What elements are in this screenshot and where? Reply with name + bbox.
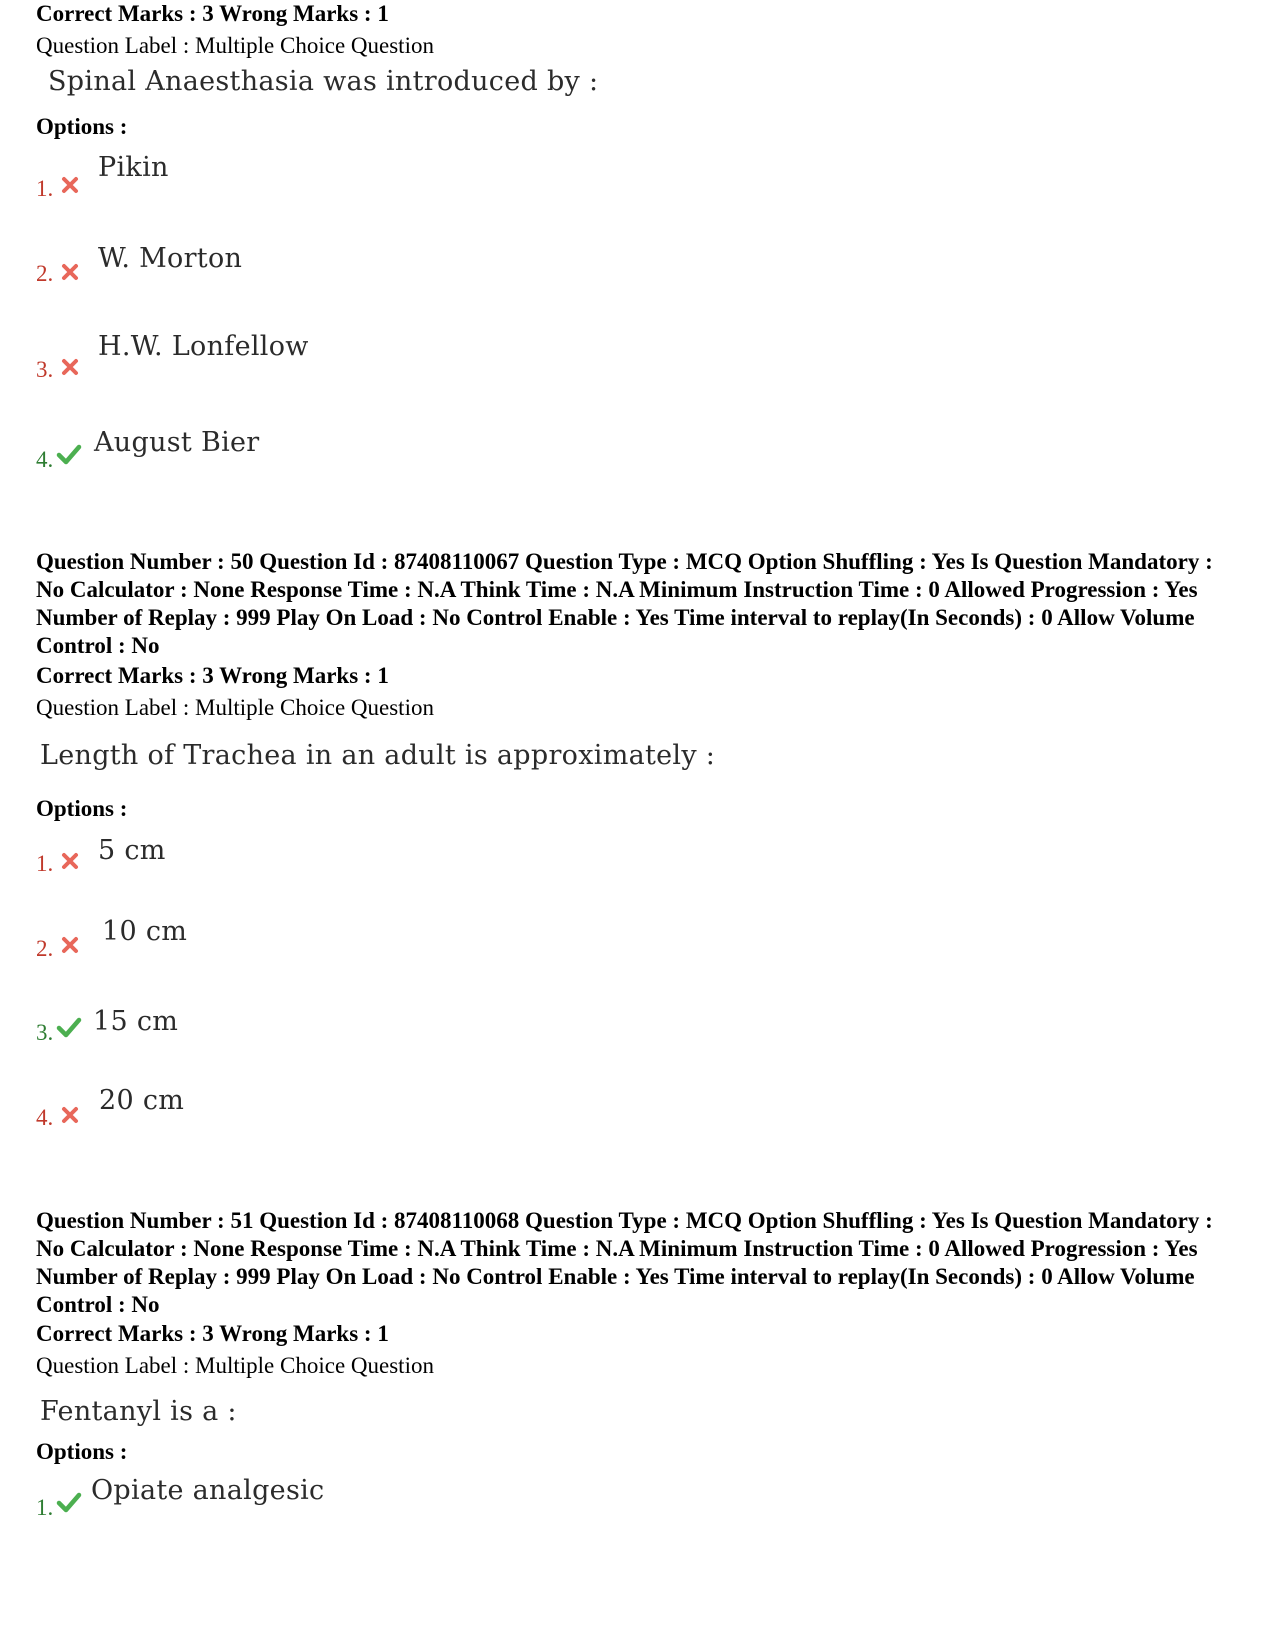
cross-icon — [61, 263, 85, 287]
option-number: 1. — [36, 851, 54, 876]
cross-icon — [61, 358, 85, 382]
q51-options-title: Options : — [36, 1439, 128, 1464]
option-number: 3. — [36, 357, 54, 382]
cross-icon — [61, 1106, 85, 1130]
cross-icon — [61, 936, 85, 960]
q50-meta: Question Number : 50 Question Id : 87408110067 Question Type : MCQ Option Shuffling : Yes Is Question Mandatory : No Calculator : None Response Time : N.A Think Time : N.A Minimum Instruction Time : 0 Allowed Progression : Yes Number of Replay : 999 Play On Load : No Control Enable : Yes Time interval to replay(In Seconds) : 0 Allow Volume Control : No — [36, 549, 1213, 658]
cross-icon — [61, 852, 85, 876]
q49-marks: Correct Marks : 3 Wrong Marks : 1 — [36, 1, 389, 26]
option-text: August Bier — [94, 427, 260, 458]
option-text: Pikin — [98, 152, 169, 183]
option-text: Opiate analgesic — [91, 1475, 325, 1506]
q50-options-title: Options : — [36, 796, 128, 821]
option-number: 4. — [36, 1105, 54, 1130]
option-text: 10 cm — [102, 916, 188, 947]
option-text: 15 cm — [93, 1006, 179, 1037]
q49-label: Question Label : Multiple Choice Question — [36, 33, 434, 58]
option-number: 1. — [36, 1495, 54, 1520]
option-number: 4. — [36, 447, 54, 472]
q51-meta: Question Number : 51 Question Id : 87408110068 Question Type : MCQ Option Shuffling : Yes Is Question Mandatory : No Calculator : None Response Time : N.A Think Time : N.A Minimum Instruction Time : 0 Allowed Progression : Yes Number of Replay : 999 Play On Load : No Control Enable : Yes Time interval to replay(In Seconds) : 0 Allow Volume Control : No — [36, 1208, 1213, 1317]
cross-icon — [61, 176, 85, 200]
q50-label: Question Label : Multiple Choice Question — [36, 695, 434, 720]
option-text: 20 cm — [99, 1085, 185, 1116]
check-icon — [56, 1016, 80, 1040]
q49-options-title: Options : — [36, 114, 128, 139]
check-icon — [56, 1491, 80, 1515]
q50-question-text: Length of Trachea in an adult is approximately : — [40, 740, 716, 771]
check-icon — [56, 443, 80, 467]
option-number: 1. — [36, 176, 54, 201]
option-number: 2. — [36, 936, 54, 961]
option-text: W. Morton — [98, 243, 243, 274]
q49-question-text: Spinal Anaesthasia was introduced by : — [48, 66, 599, 97]
q51-question-text: Fentanyl is a : — [40, 1396, 237, 1427]
q51-label: Question Label : Multiple Choice Question — [36, 1353, 434, 1378]
option-number: 2. — [36, 261, 54, 286]
q50-marks: Correct Marks : 3 Wrong Marks : 1 — [36, 663, 389, 688]
q51-marks: Correct Marks : 3 Wrong Marks : 1 — [36, 1321, 389, 1346]
option-number: 3. — [36, 1020, 54, 1045]
option-text: 5 cm — [98, 835, 166, 866]
option-text: H.W. Lonfellow — [98, 331, 309, 362]
